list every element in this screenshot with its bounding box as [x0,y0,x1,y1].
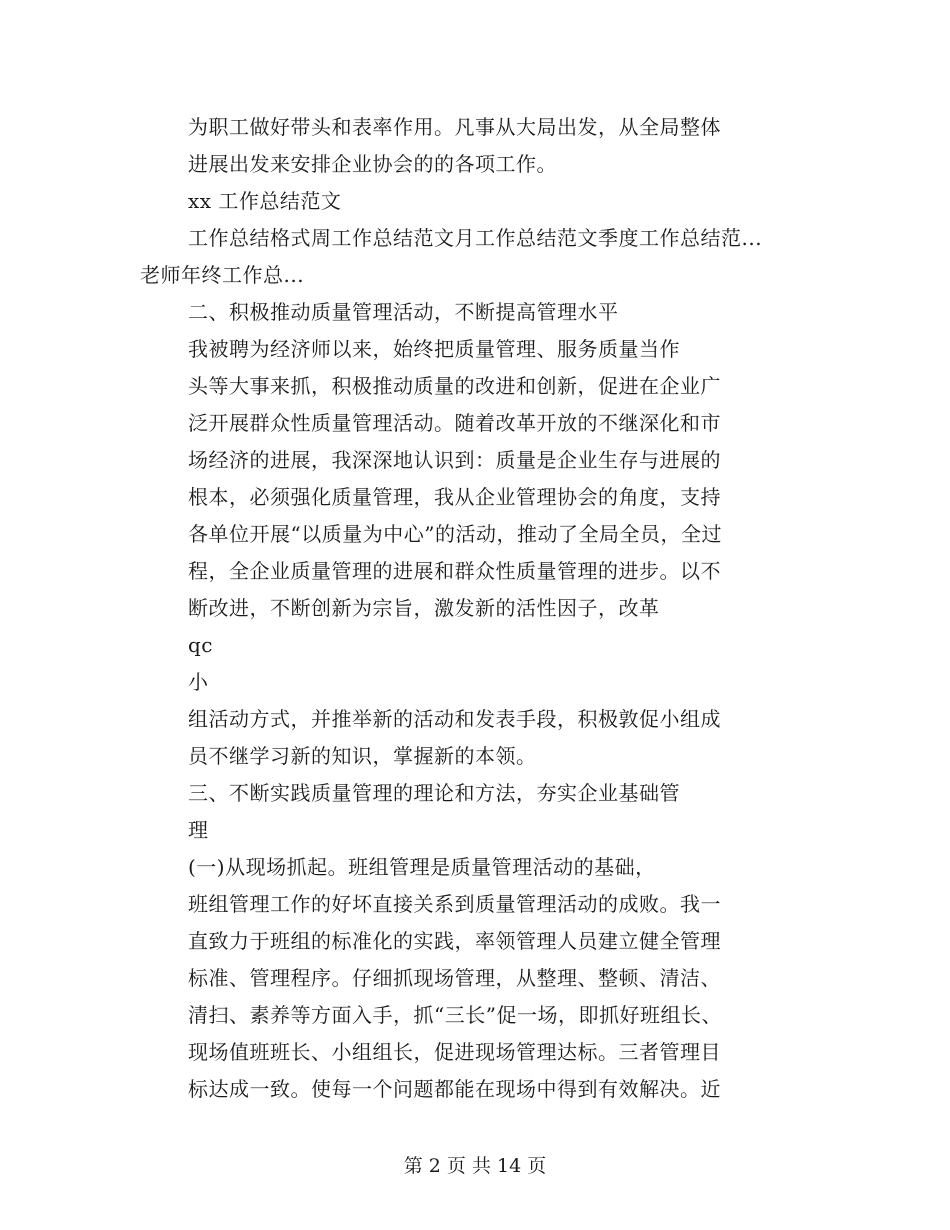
text-line: 场经济的进展，我深深地认识到：质量是企业生存与进展的 [188,448,721,472]
text-line: 标达成一致。使每一个问题都能在现场中得到有效解决。近 [188,1077,721,1101]
text-line: 小 [188,670,209,694]
text-line: 工作总结格式周工作总结范文月工作总结范文季度工作总结范... [188,226,763,250]
text-line: 断改进，不断创新为宗旨，激发新的活性因子，改革 [188,596,660,620]
text-line: 直致力于班组的标准化的实践，率领管理人员建立健全管理 [188,929,721,953]
text-line: 我被聘为经济师以来，始终把质量管理、服务质量当作 [188,337,680,361]
text-line: 程，全企业质量管理的进展和群众性质量管理的进步。以不 [188,559,721,583]
text-line: 组活动方式，并推举新的活动和发表手段，积极敦促小组成 [188,707,721,731]
text-line: 老师年终工作总... [140,263,305,287]
text-line: (一)从现场抓起。班组管理是质量管理活动的基础， [188,855,656,879]
text-line: 标准、管理程序。仔细抓现场管理，从整理、整顿、清洁、 [188,966,721,990]
text-line: 头等大事来抓，积极推动质量的改进和创新，促进在企业广 [188,374,721,398]
section-heading: 二、积极推动质量管理活动，不断提高管理水平 [188,300,619,324]
text-line: 班组管理工作的好坏直接关系到质量管理活动的成败。我一 [188,892,721,916]
text-line: 员不继学习新的知识，掌握新的本领。 [188,744,537,768]
heading-line: xx 工作总结范文 [188,189,342,213]
section-heading: 理 [188,818,209,842]
text-line: 清扫、素养等方面入手，抓“三长”促一场，即抓好班组长、 [188,1003,722,1027]
text-line: 各单位开展“以质量为中心”的活动，推动了全局全员，全过 [188,522,722,546]
text-line: 为职工做好带头和表率作用。凡事从大局出发，从全局整体 [188,115,721,139]
text-line: 泛开展群众性质量管理活动。随着改革开放的不继深化和市 [188,411,721,435]
text-line: 进展出发来安排企业协会的的各项工作。 [188,152,557,176]
text-line: 现场值班班长、小组组长，促进现场管理达标。三者管理目 [188,1040,721,1064]
text-line: qc [188,633,214,657]
text-line: 根本，必须强化质量管理，我从企业管理协会的角度，支持 [188,485,721,509]
section-heading: 三、不断实践质量管理的理论和方法，夯实企业基础管 [188,781,680,805]
page-number: 第 2 页 共 14 页 [403,1155,547,1177]
